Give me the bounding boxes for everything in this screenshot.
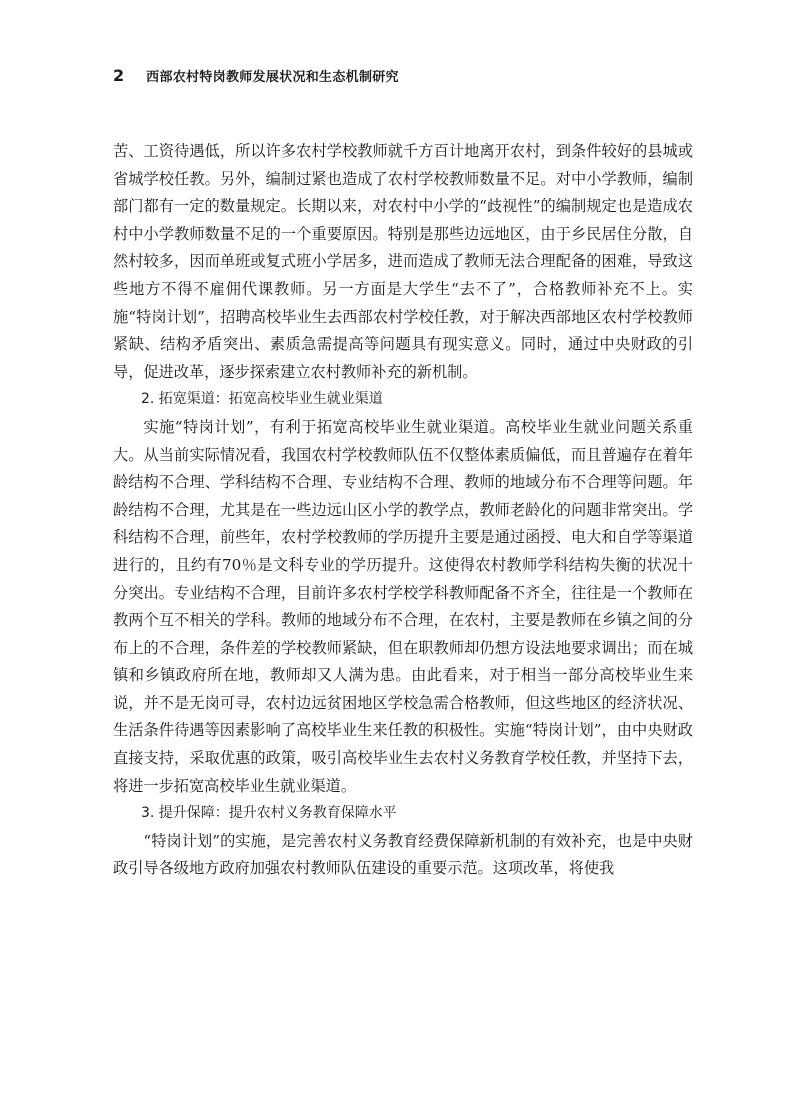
paragraph-section-3: “特岗计划”的实施，是完善农村义务教育经费保障新机制的有效补充，也是中央财政引导各级地方政府加强农村教师队伍建设的重要示范。这项改革，将使我 xyxy=(113,831,693,878)
body-text xyxy=(113,138,693,883)
paragraph-continued: 苦、工资待遇低，所以许多农村学校教师就千方百计地离开农村，到条件较好的县城或省城学校任教。另外，编制过紧也造成了农村学校教师数量不足。对中小学教师，编制部门都有一定的数量规定。长期以来，对农村中小学的“歧视性”的编制规定也是造成农村中小学教师数量不足的一个重要原因。特别是那些边远地区，由于乡民居住分散，自然村较多，因而单班或复式班小学居多，进而造成了教师无法合理配备的困难，导致这些地方不得不雇佣代课教师。另一方面是大学生“去不了”，合格教师补充不上。实施“特岗计划”，招聘高校毕业生去西部农村学校任教，对于解决西部地区农村学校教师紧缺、结构矛盾突出、素质急需提高等问题具有现实意义。同时，通过中央财政的引导，促进改革，逐步探索建立农村教师补充的新机制。 xyxy=(113,142,693,381)
paragraph-section-2: 实施“特岗计划”，有利于拓宽高校毕业生就业渠道。高校毕业生就业问题关系重大。从当前实际情况看，我国农村学校教师队伍不仅整体素质偏低，而且普遍存在着年龄结构不合理、学科结构不合理、专业结构不合理、教师的地域分布不合理等问题。年龄结构不合理，尤其是在一些边远山区小学的教学点，教师老龄化的问题非常突出。学科结构不合理，前些年，农村学校教师的学历提升主要是通过函授、电大和自学等渠道进行的，且约有70％是文科专业的学历提升。这使得农村教师学科结构失衡的状况十分突出。专业结构不合理，目前许多农村学校学科教师配备不齐全，往往是一个教师在教两个互不相关的学科。教师的地域分布不合理，在农村，主要是教师在乡镇之间的分布上的不合理，条件差的学校教师紧缺，但在职教师却仍想方设法地要求调出；而在城镇和乡镇政府所在地，教师却又人满为患。由此看来，对于相当一部分高校毕业生来说，并不是无岗可寻，农村边远贫困地区学校急需合格教师，但这些地区的经济状况、生活条件待遇等因素影响了高校毕业生来任教的积极性。实施“特岗计划”，由中央财政直接支持，采取优惠的政策，吸引高校毕业生去农村义务教育学校任教，并坚持下去，将进一步拓宽高校毕业生就业渠道。 xyxy=(113,417,693,795)
section-heading-3: 3. 提升保障：提升农村义务教育保障水平 xyxy=(141,805,397,822)
section-heading-2: 2. 拓宽渠道：拓宽高校毕业生就业渠道 xyxy=(141,391,383,408)
page-number: 2 xyxy=(113,66,125,85)
running-title: 西部农村特岗教师发展状况和生态机制研究 xyxy=(146,70,399,85)
running-header xyxy=(113,66,399,85)
